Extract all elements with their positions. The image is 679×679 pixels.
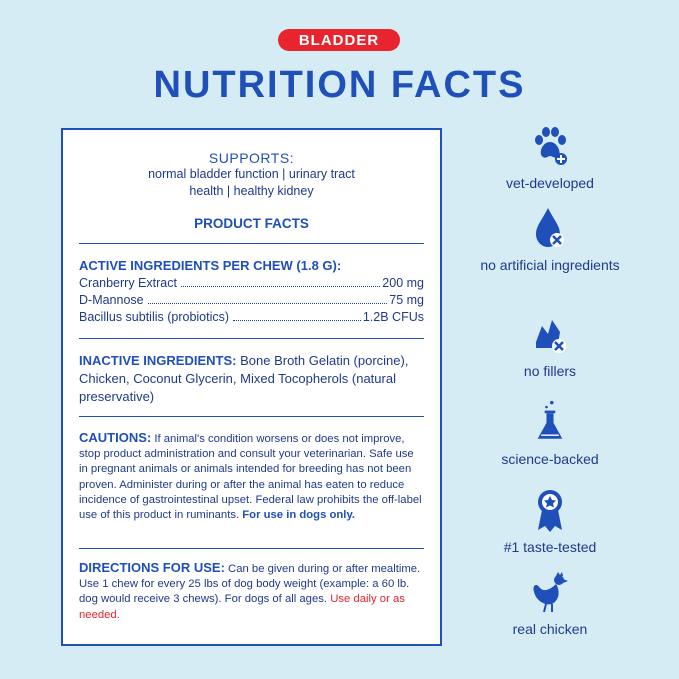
cautions-dogs-only: For use in dogs only. [242, 509, 356, 522]
ingredient-name: Cranberry Extract [79, 276, 177, 290]
directions-section [79, 560, 424, 623]
directions-frequency: Use daily or as needed. [79, 593, 405, 621]
ingredient-amount: 200 mg [382, 276, 424, 290]
leader-dots [233, 320, 361, 321]
divider [79, 338, 424, 339]
ingredient-amount: 1.2B CFUs [362, 310, 424, 324]
ingredient-row [79, 309, 424, 326]
cautions-heading: CAUTIONS: [79, 430, 152, 445]
supports-line: normal bladder function | urinary tract [148, 167, 355, 181]
ingredient-row [79, 275, 424, 292]
product-facts-heading: PRODUCT FACTS [194, 216, 309, 231]
paw-plus-icon [530, 124, 570, 168]
supports-section [79, 150, 424, 200]
directions-heading: DIRECTIONS FOR USE: [79, 560, 225, 575]
inactive-heading: INACTIVE INGREDIENTS: [79, 353, 237, 368]
feature-label: #1 taste-tested [503, 539, 597, 555]
feature-label: no artificial ingredients [480, 257, 620, 273]
category-badge: BLADDER [278, 29, 400, 51]
chicken-icon [530, 570, 570, 614]
directions-text: Can be given during or after mealtime. Use 1 chew for every 25 lbs of dog body weight (example: a 60 lb. dog would receive 3 chews). For dogs of all ages. [79, 563, 421, 606]
drop-x-icon [530, 206, 570, 250]
feature-label: no fillers [523, 363, 577, 379]
feature-vet-developed [470, 124, 630, 192]
feature-science-backed [470, 400, 630, 468]
supports-line: health | healthy kidney [189, 184, 314, 198]
facts-panel [61, 128, 442, 646]
feature-no-artificial [470, 206, 630, 274]
active-ingredients [79, 258, 424, 326]
feature-label: science-backed [501, 451, 599, 467]
inactive-text: Bone Broth Gelatin (porcine), Chicken, Coconut Glycerin, Mixed Tocopherols (natural preservative) [79, 353, 409, 404]
divider [79, 243, 424, 244]
flask-icon [530, 400, 570, 444]
feature-label: real chicken [512, 621, 588, 637]
divider [79, 548, 424, 549]
leader-dots [148, 303, 388, 304]
ingredient-name: D-Mannose [79, 293, 144, 307]
ingredient-amount: 75 mg [389, 293, 424, 307]
leader-dots [181, 286, 380, 287]
ingredient-name: Bacillus subtilis (probiotics) [79, 310, 230, 324]
page-title: NUTRITION FACTS [153, 64, 526, 106]
feature-label: vet-developed [506, 175, 594, 191]
feature-taste-tested [470, 488, 630, 556]
feature-real-chicken [470, 570, 630, 638]
divider [79, 416, 424, 417]
ribbon-award-icon [530, 488, 570, 532]
feature-no-fillers [470, 312, 630, 380]
cautions-section [79, 430, 424, 523]
inactive-ingredients [79, 352, 424, 406]
cautions-text: If animal's condition worsens or does not improve, stop product administration and consult your veterinarian. Safe use in pregnant animals or animals intended for breeding has not been proven. Administer during or after the animal has eaten to reduce incidence of gastrointestinal upset. Federal law prohibits the off-label use of this product in ruminants. [79, 433, 422, 522]
filler-x-icon [530, 312, 570, 356]
supports-heading: SUPPORTS: [208, 150, 295, 166]
ingredient-row [79, 292, 424, 309]
active-heading: ACTIVE INGREDIENTS PER CHEW (1.8 G): [79, 258, 342, 273]
